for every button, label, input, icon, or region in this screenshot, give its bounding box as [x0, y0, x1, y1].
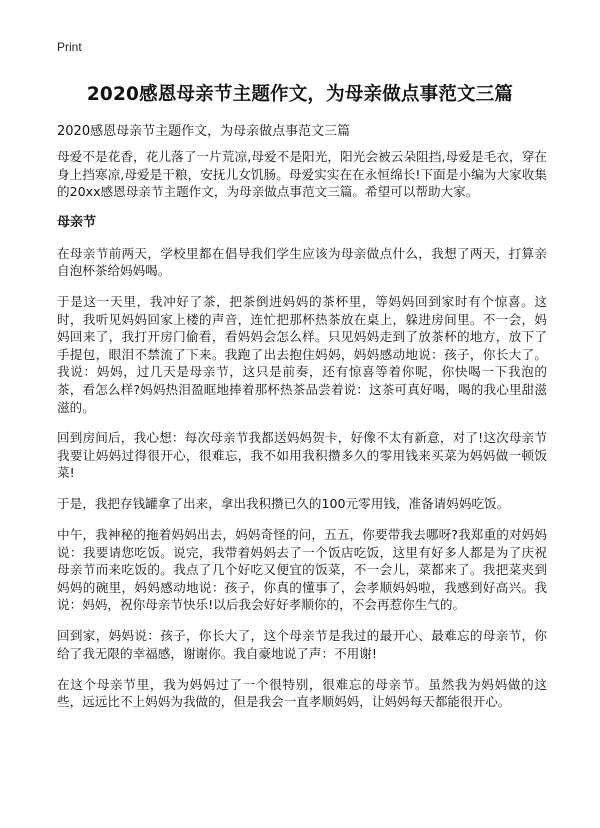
body-paragraph: 于是，我把存钱罐拿了出来，拿出我积攒已久的100元零用钱，准备请妈妈吃饭。 — [57, 496, 510, 512]
body-paragraph: 回到房间后，我心想：每次母亲节我都送妈妈贺卡，好像不太有新意，对了!这次母亲节我要让妈妈过得很开心，很难忘，我不如用我积攒多久的零用钱来买菜为妈妈做一顿饭菜! — [57, 430, 547, 481]
article-subtitle: 2020感恩母亲节主题作文，为母亲做点事范文三篇 — [57, 124, 351, 139]
body-paragraph: 中午，我神秘的拖着妈妈出去，妈妈奇怪的问，五五，你要带我去哪呀?我郑重的对妈妈说：我要请您吃饭。说完，我带着妈妈去了一个饭店吃饭，这里有好多人都是为了庆祝母亲节而来吃饭的。我点了几个好吃又便宜的饭菜，不一会儿，菜都来了。我把菜夹到妈妈的碗里，妈妈感动地说：孩子，你真的懂事了，会孝顺妈妈啦，我感到好高兴。我说：妈妈，祝你母亲节快乐!以后我会好好孝顺你的，不会再惹你生气的。 — [57, 527, 547, 613]
body-paragraph: 在这个母亲节里，我为妈妈过了一个很特别，很难忘的母亲节。虽然我为妈妈做的这些，远远比不上妈妈为我做的，但是我会一直孝顺妈妈，让妈妈每天都能很开心。 — [57, 676, 547, 710]
intro-paragraph: 母爱不是花香，花儿落了一片荒凉,母爱不是阳光，阳光会被云朵阻挡,母爱是毛衣，穿在身上挡寒凉,母爱是干粮，安抚儿女饥肠。母爱实实在在永恒绵长!下面是小编为大家收集的20xx感恩母亲节主题作文，为母亲做点事范文三篇。希望可以帮助大家。 — [57, 149, 547, 200]
body-paragraph: 在母亲节前两天，学校里都在倡导我们学生应该为母亲做点什么，我想了两天，打算亲自泡杯茶给妈妈喝。 — [57, 245, 547, 279]
article-body — [57, 148, 547, 724]
print-link[interactable]: Print — [57, 40, 82, 54]
page-title: 2020感恩母亲节主题作文，为母亲做点事范文三篇 — [86, 84, 514, 105]
section-heading: 母亲节 — [57, 214, 97, 230]
body-paragraph: 回到家，妈妈说：孩子，你长大了，这个母亲节是我过的最开心、最难忘的母亲节，你给了我无限的幸福感，谢谢你。我自豪地说了声：不用谢! — [57, 628, 547, 661]
body-paragraph: 于是这一天里，我冲好了茶，把茶倒进妈妈的茶杯里，等妈妈回到家时有个惊喜。这时，我听见妈妈回家上楼的声音，连忙把那杯热茶放在桌上，躲进房间里。不一会，妈妈回来了，我打开房门偷看，看妈妈会怎么样。只见妈妈走到了放茶杯的地方，放下了手提包，眼泪不禁流了下来。我跑了出去抱住妈妈，妈妈感动地说：孩子，你长大了。我说：妈妈，过几天是母亲节，这只是前奏，还有惊喜等着你呢，你快喝一下我泡的茶，看怎么样?妈妈热泪盈眶地捧着那杯热茶品尝着说：这茶可真好喝，喝的我心里甜滋滋的。 — [57, 293, 547, 415]
